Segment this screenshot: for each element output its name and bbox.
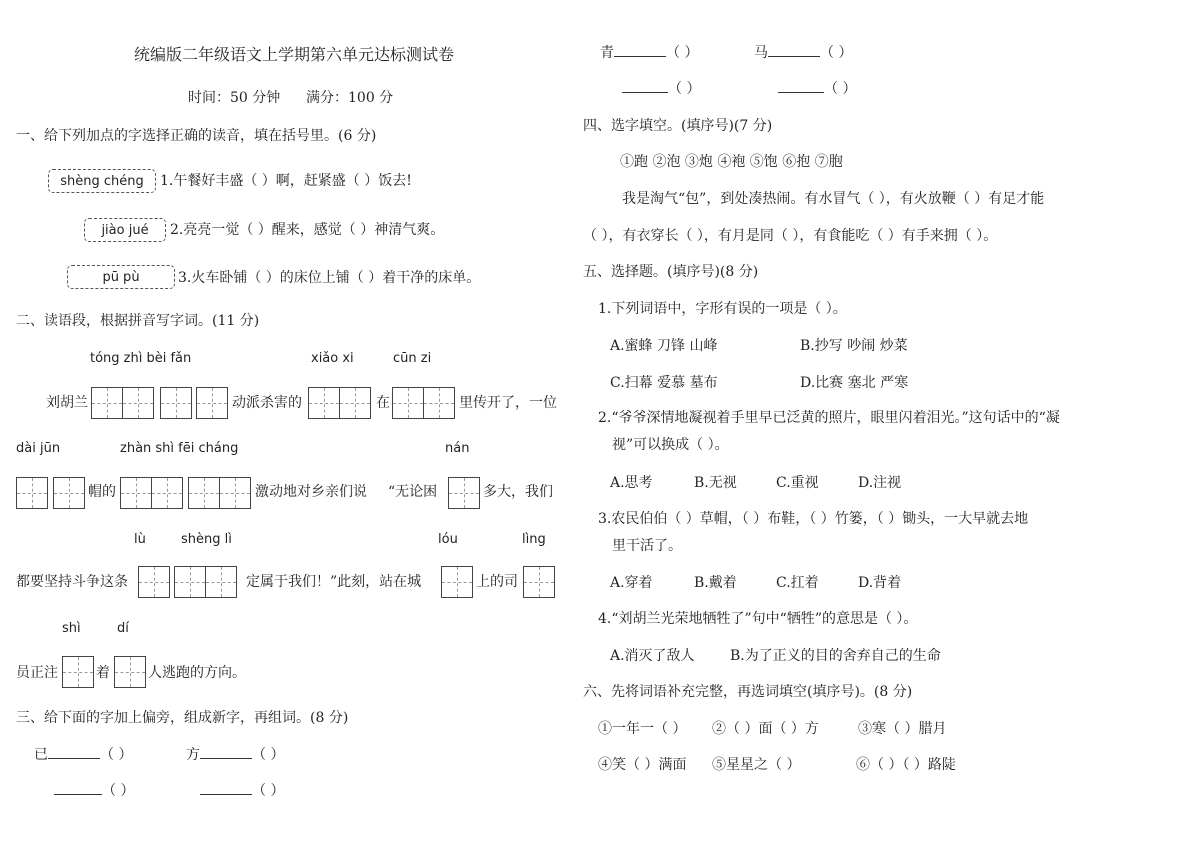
passage-text: 员正注 <box>16 665 58 681</box>
char-item-ma-2 <box>778 82 856 96</box>
pinyin: dài jūn <box>16 441 61 456</box>
option-5-1-b[interactable]: B.抄写 吵闹 炒菜 <box>800 338 908 354</box>
pinyin: nán <box>445 441 470 456</box>
option-5-1-a[interactable]: A.蜜蜂 刀锋 山峰 <box>610 338 718 354</box>
option-5-2-b[interactable]: B.无视 <box>694 475 737 491</box>
pinyin: lìng <box>522 532 546 547</box>
idiom-1: ①一年一（ ） <box>598 721 687 737</box>
section-2-heading: 二、读语段，根据拼音写字词。(11 分) <box>16 313 260 329</box>
time-label: 时间：50 分钟 <box>188 90 281 106</box>
char-item-fang-2 <box>200 784 284 798</box>
answer-paren[interactable]: （ ） <box>668 81 701 97</box>
writing-grid-shengli[interactable] <box>174 566 236 598</box>
base-char: 已 <box>34 747 48 763</box>
answer-paren[interactable]: （ ） <box>820 45 853 61</box>
option-5-3-c[interactable]: C.扛着 <box>776 575 819 591</box>
writing-grid-tongzhi[interactable] <box>91 387 153 419</box>
writing-grid-feichang[interactable] <box>188 477 250 509</box>
idiom-4: ④笑（ ）满面 <box>598 757 687 773</box>
answer-blank[interactable] <box>614 55 666 57</box>
writing-grid-shi[interactable] <box>62 656 93 688</box>
answer-paren[interactable]: （ ） <box>100 747 133 763</box>
score-label: 满分：100 分 <box>306 90 394 106</box>
writing-grid-beifan[interactable] <box>160 387 191 419</box>
answer-blank[interactable] <box>48 757 100 759</box>
answer-blank[interactable] <box>622 91 668 93</box>
option-5-2-c[interactable]: C.重视 <box>776 475 819 491</box>
char-item-qing <box>600 46 698 60</box>
pinyin: tóng zhì bèi fǎn <box>90 351 192 366</box>
passage-text: 上的司 <box>476 574 518 590</box>
base-char: 马 <box>754 45 768 61</box>
question-1-2: 2.亮亮一觉（ ）醒来，感觉（ ）神清气爽。 <box>170 222 445 238</box>
writing-grid-cunzi[interactable] <box>392 387 454 419</box>
answer-paren[interactable]: （ ） <box>252 783 285 799</box>
question-5-3-cont: 里干活了。 <box>612 538 682 554</box>
option-5-4-a[interactable]: A.消灭了敌人 <box>610 648 695 664</box>
option-5-4-b[interactable]: B.为了正义的目的舍弃自己的生命 <box>730 648 941 664</box>
pinyin: dí <box>117 621 129 636</box>
writing-grid-jun[interactable] <box>53 477 84 509</box>
question-1-3: 3.火车卧铺（ ）的床位上铺（ ）着干净的床单。 <box>178 270 481 286</box>
base-char: 青 <box>600 45 614 61</box>
writing-grid-lu[interactable] <box>138 566 169 598</box>
section-1-heading: 一、给下列加点的字选择正确的读音，填在括号里。(6 分) <box>16 128 377 144</box>
answer-paren[interactable]: （ ） <box>252 747 285 763</box>
passage-text: 帽的 <box>88 484 116 500</box>
char-item-yi-2 <box>54 784 134 798</box>
question-5-2-cont: 视”可以换成（ ）。 <box>612 437 729 453</box>
passage-text: 着 <box>96 665 110 681</box>
pinyin: shèng lì <box>181 532 232 547</box>
idiom-6: ⑥（ ）（ ）路陡 <box>856 757 956 773</box>
pinyin-box-1: shèng chéng <box>48 169 156 193</box>
option-5-1-d[interactable]: D.比赛 塞北 严寒 <box>800 375 909 391</box>
char-options: ①跑 ②泡 ③炮 ④袍 ⑤饱 ⑥抱 ⑦胞 <box>620 154 843 170</box>
answer-paren[interactable]: （ ） <box>666 45 699 61</box>
writing-grid-di[interactable] <box>114 656 145 688</box>
pinyin: zhàn shì fēi cháng <box>120 441 239 456</box>
question-5-1: 1.下列词语中，字形有误的一项是（ ）。 <box>598 301 847 317</box>
option-5-2-d[interactable]: D.注视 <box>858 475 902 491</box>
idiom-5: ⑤星星之（ ） <box>712 757 801 773</box>
passage-text: 刘胡兰 <box>46 395 88 411</box>
passage-text: 动派杀害的 <box>232 395 302 411</box>
answer-blank[interactable] <box>778 91 824 93</box>
question-5-2: 2.“爷爷深情地凝视着手里早已泛黄的照片，眼里闪着泪光。”这句话中的“凝 <box>598 410 1060 426</box>
idiom-3: ③寒（ ）腊月 <box>858 721 947 737</box>
writing-grid-nan[interactable] <box>448 477 479 509</box>
section-3-heading: 三、给下面的字加上偏旁，组成新字，再组词。(8 分) <box>16 710 349 726</box>
pinyin: lóu <box>438 532 458 547</box>
char-item-ma <box>754 46 852 60</box>
answer-paren[interactable]: （ ） <box>824 81 857 97</box>
option-5-2-a[interactable]: A.思考 <box>610 475 653 491</box>
char-item-qing-2 <box>622 82 700 96</box>
passage-text: 在 <box>376 395 390 411</box>
idiom-2: ②（ ）面（ ）方 <box>712 721 819 737</box>
question-1-1: 1.午餐好丰盛（ ）啊，赶紧盛（ ）饭去! <box>160 173 412 189</box>
passage-text: 都要坚持斗争这条 <box>16 574 128 590</box>
fill-line-1: 我是淘气“包”，到处凑热闹。有水冒气（ ），有火放鞭（ ）有足才能 <box>622 191 1045 207</box>
answer-blank[interactable] <box>200 793 252 795</box>
option-5-3-d[interactable]: D.背着 <box>858 575 902 591</box>
answer-blank[interactable] <box>200 757 252 759</box>
section-4-heading: 四、选字填空。(填序号)(7 分) <box>583 118 773 134</box>
char-item-yi <box>34 748 132 762</box>
writing-grid-zhanshi[interactable] <box>120 477 182 509</box>
section-6-heading: 六、先将词语补充完整，再选词填空(填序号)。(8 分) <box>583 684 913 700</box>
passage-text: “无论困 <box>388 484 438 500</box>
option-5-1-c[interactable]: C.扫幕 爱慕 墓布 <box>610 375 718 391</box>
passage-text: 多大，我们 <box>483 484 553 500</box>
writing-grid-ling[interactable] <box>523 566 554 598</box>
page-title: 统编版二年级语文上学期第六单元达标测试卷 <box>134 45 455 64</box>
pinyin: shì <box>62 621 81 636</box>
pinyin: xiǎo xi <box>311 351 354 366</box>
passage-text: 人逃跑的方向。 <box>148 665 246 681</box>
base-char: 方 <box>186 747 200 763</box>
question-5-3: 3.农民伯伯（ ）草帽，（ ）布鞋，（ ）竹篓，（ ）锄头，一大早就去地 <box>598 511 1029 527</box>
passage-text: 激动地对乡亲们说 <box>255 484 367 500</box>
writing-grid-lou[interactable] <box>441 566 472 598</box>
answer-blank[interactable] <box>768 55 820 57</box>
writing-grid-dai[interactable] <box>16 477 47 509</box>
writing-grid-xiaoxi[interactable] <box>308 387 370 419</box>
pinyin-box-3: pū pù <box>67 265 175 289</box>
pinyin-box-2: jiào jué <box>84 218 166 242</box>
section-5-heading: 五、选择题。(填序号)(8 分) <box>583 264 759 280</box>
writing-grid-beifan-2[interactable] <box>196 387 227 419</box>
char-item-fang <box>186 748 284 762</box>
passage-text: 定属于我们！”此刻，站在城 <box>246 574 422 590</box>
pinyin: cūn zi <box>393 351 432 366</box>
option-5-3-b[interactable]: B.戴着 <box>694 575 737 591</box>
question-5-4: 4.“刘胡兰光荣地牺牲了”句中“牺牲”的意思是（ ）。 <box>598 611 918 627</box>
fill-line-2: （ ），有衣穿长（ ），有月是同（ ），有食能吃（ ）有手来拥（ ）。 <box>583 228 998 244</box>
pinyin: lù <box>134 532 146 547</box>
answer-paren[interactable]: （ ） <box>102 783 135 799</box>
passage-text: 里传开了，一位 <box>459 395 557 411</box>
option-5-3-a[interactable]: A.穿着 <box>610 575 653 591</box>
answer-blank[interactable] <box>54 793 102 795</box>
